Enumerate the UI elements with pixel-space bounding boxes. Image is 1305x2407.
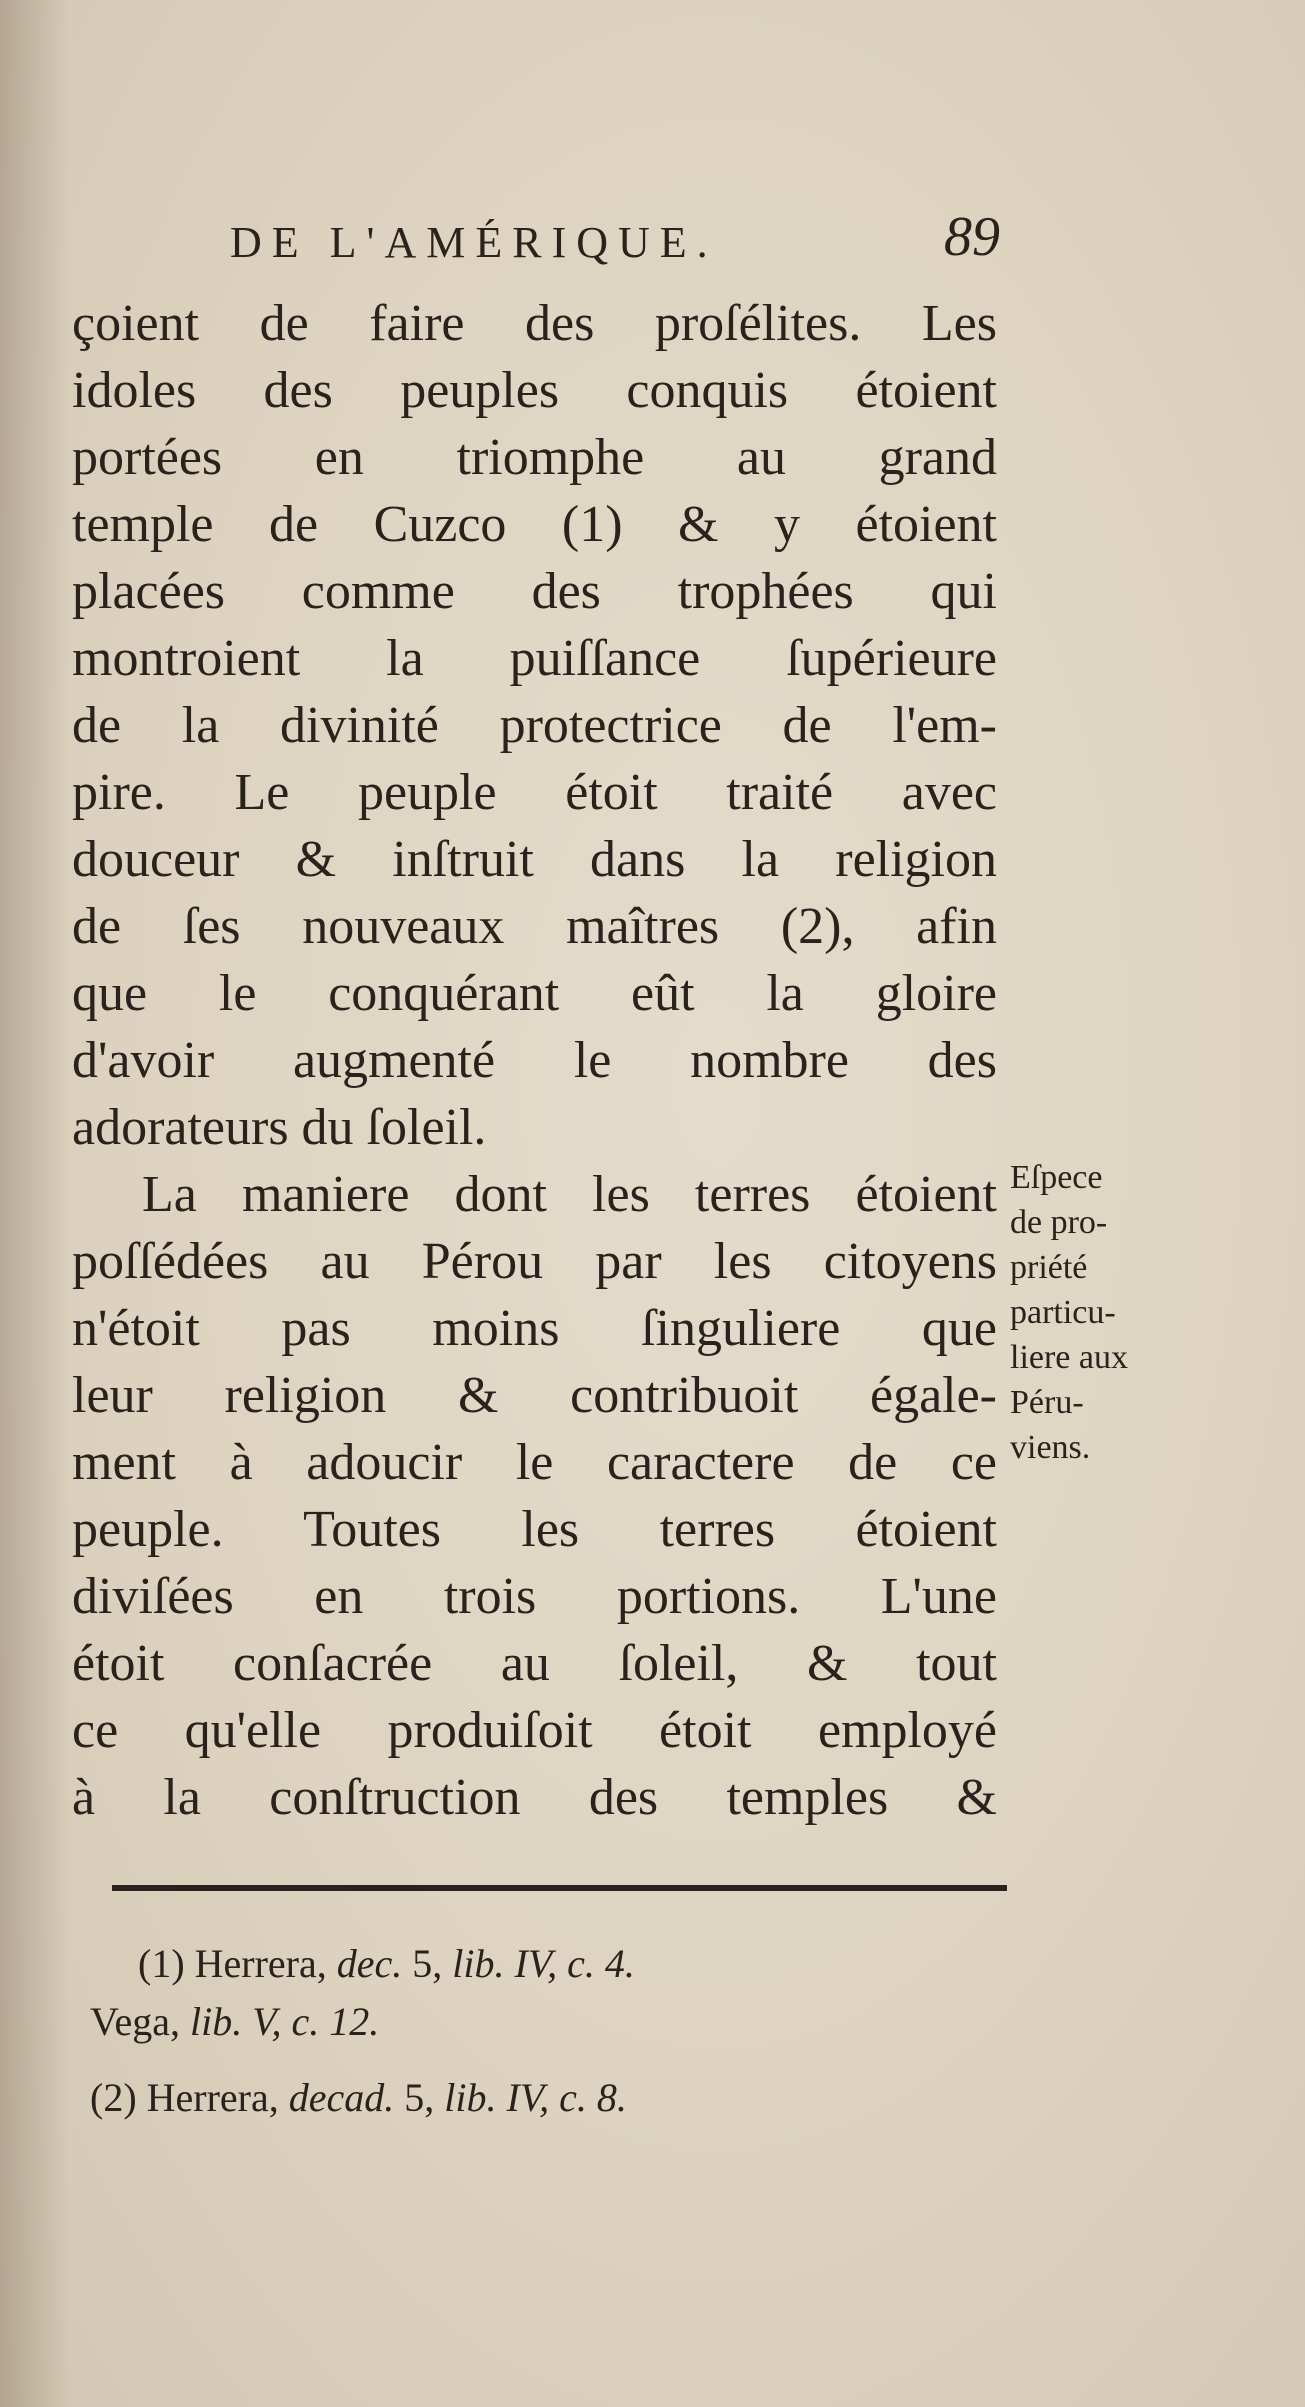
marginal-line: Eſpece: [1010, 1159, 1103, 1196]
page-number: 89: [944, 206, 1000, 268]
body-text: [72, 290, 997, 1831]
footnote-text: (1) Herrera,: [138, 1941, 327, 1986]
running-title: DE L'AMÉRIQUE.: [230, 218, 718, 267]
footnote-ref: lib. V,: [189, 1999, 282, 2044]
text-line: portées en triomphe au grand: [72, 429, 997, 486]
text-line: adorateurs du ſoleil.: [72, 1099, 487, 1156]
text-line: La maniere dont les terres étoient: [142, 1166, 997, 1223]
footnotes: [90, 1935, 1010, 2127]
footnote-text: 5,: [412, 1941, 443, 1986]
footnote-2: [90, 2069, 1010, 2127]
footnote-ref: decad.: [288, 2075, 395, 2120]
text-line: de la divinité protectrice de l'em-: [72, 697, 997, 754]
footnote-ref: dec.: [336, 1941, 403, 1986]
text-line: n'étoit pas moins ſinguliere que: [72, 1300, 997, 1357]
marginal-line: Péru-: [1010, 1384, 1084, 1421]
marginal-line: de pro-: [1010, 1204, 1108, 1241]
marginal-line: priété: [1010, 1249, 1088, 1286]
footnote-1: [90, 1935, 1010, 1993]
text-line: placées comme des trophées qui: [72, 563, 997, 620]
footnote-ref: c. 4.: [567, 1941, 635, 1986]
text-line: étoit conſacrée au ſoleil, & tout: [72, 1635, 997, 1692]
footnote-ref: lib. IV,: [452, 1941, 558, 1986]
text-line: pire. Le peuple étoit traité avec: [72, 764, 997, 821]
text-line: leur religion & contribuoit égale-: [72, 1367, 997, 1424]
marginal-line: particu-: [1010, 1294, 1116, 1331]
footnote-ref: c. 12.: [291, 1999, 380, 2044]
footnote-text: 5,: [404, 2075, 435, 2120]
text-line: que le conquérant eût la gloire: [72, 965, 997, 1022]
text-line: de ſes nouveaux maîtres (2), afin: [72, 898, 997, 955]
running-head: [230, 205, 1000, 275]
marginal-line: liere aux: [1010, 1339, 1128, 1376]
text-line: douceur & inſtruit dans la religion: [72, 831, 997, 888]
text-line: à la conſtruction des temples &: [72, 1769, 997, 1826]
text-line: çoient de faire des proſélites. Les: [72, 295, 997, 352]
footnote-1-continued: [90, 1993, 1010, 2051]
text-line: temple de Cuzco (1) & y étoient: [72, 496, 997, 553]
footnote-text: Vega,: [90, 1999, 180, 2044]
text-line: idoles des peuples conquis étoient: [72, 362, 997, 419]
footnote-ref: lib. IV,: [444, 2075, 550, 2120]
marginal-line: viens.: [1010, 1429, 1091, 1466]
footnote-ref: c. 8.: [559, 2075, 627, 2120]
footnote-text: (2) Herrera,: [90, 2075, 279, 2120]
text-line: ce qu'elle produiſoit étoit employé: [72, 1702, 997, 1759]
footnote-rule: [112, 1885, 1007, 1891]
text-line: montroient la puiſſance ſupérieure: [72, 630, 997, 687]
text-line: diviſées en trois portions. L'une: [72, 1568, 997, 1625]
text-line: poſſédées au Pérou par les citoyens: [72, 1233, 997, 1290]
text-line: peuple. Toutes les terres étoient: [72, 1501, 997, 1558]
text-line: ment à adoucir le caractere de ce: [72, 1434, 997, 1491]
text-line: d'avoir augmenté le nombre des: [72, 1032, 997, 1089]
marginal-note: [1010, 1155, 1210, 1470]
